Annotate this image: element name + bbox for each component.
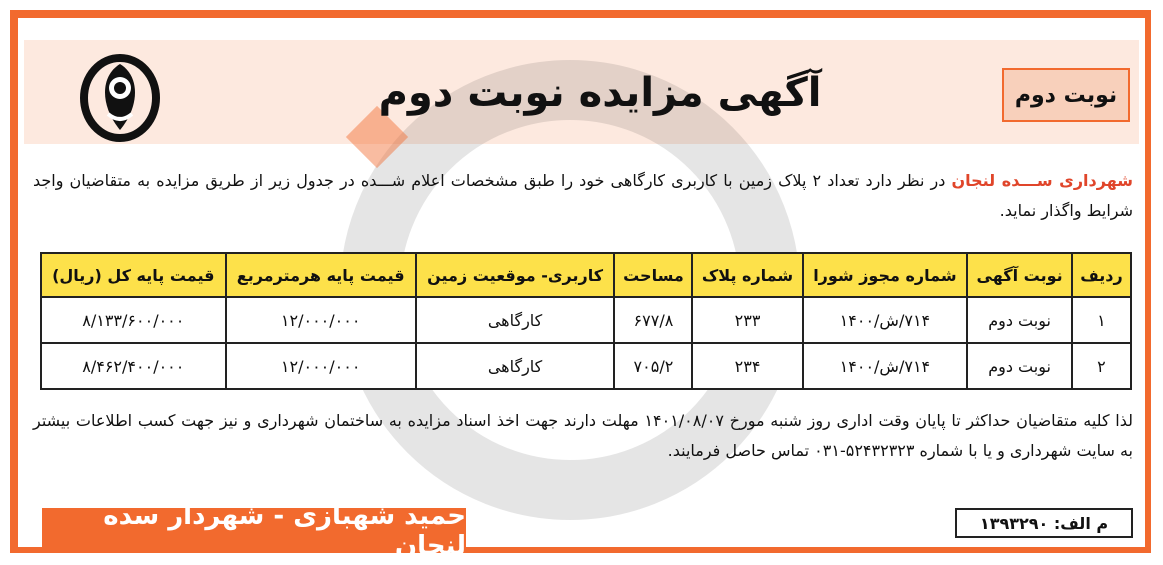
- table-header-row: [41, 253, 1131, 297]
- municipality-logo-icon: [70, 46, 170, 146]
- cell-land-use: کارگاهی: [416, 297, 615, 343]
- cell-plot-number: ۲۳۳: [692, 297, 802, 343]
- cell-total-price: ۸/۱۳۳/۶۰۰/۰۰۰: [41, 297, 226, 343]
- col-council-permit: شماره مجوز شورا: [803, 253, 968, 297]
- col-price-per-sqm: قیمت پایه هرمترمربع: [226, 253, 416, 297]
- table-row: [41, 297, 1131, 343]
- cell-council-permit: ۷۱۴/ش/۱۴۰۰: [803, 297, 968, 343]
- ad-code: م الف: ۱۳۹۳۲۹۰: [955, 508, 1133, 538]
- cell-total-price: ۸/۴۶۲/۴۰۰/۰۰۰: [41, 343, 226, 389]
- col-total-price: قیمت پایه کل (ریال): [41, 253, 226, 297]
- col-row-number: ردیف: [1072, 253, 1131, 297]
- cell-area: ۷۰۵/۲: [614, 343, 692, 389]
- deadline-notice: لذا کلیه متقاضیان حداکثر تا پایان وقت اداری روز شنبه مورخ ۱۴۰۱/۰۸/۰۷ مهلت دارند جهت اخذ اسناد مزایده به ساختمان شهرداری و نیز جهت کسب اطلاعات بیشتر به سایت شهرداری و یا با شماره ۵۲۴۳۲۳۲۳-۰۳۱ تماس حاصل فرمایند.: [33, 411, 1134, 460]
- col-plot-number: شماره پلاک: [692, 253, 802, 297]
- cell-plot-number: ۲۳۴: [692, 343, 802, 389]
- cell-price-per-sqm: ۱۲/۰۰۰/۰۰۰: [226, 297, 416, 343]
- mayor-signature: حمید شهبازی - شهردار سده لنجان: [42, 508, 466, 553]
- intro-text: در نظر دارد تعداد ۲ پلاک زمین با کاربری کارگاهی خود را طبق مشخصات اعلام شـــده در جدول زیر از طریق مزایده به متقاضیان واجد شرایط واگذار نماید.: [33, 171, 1133, 220]
- cell-notice-round: نوبت دوم: [967, 343, 1072, 389]
- col-land-use: کاربری- موقعیت زمین: [416, 253, 615, 297]
- organization-name: شهرداری ســـده لنجان: [951, 171, 1134, 190]
- table-row: [41, 343, 1131, 389]
- cell-council-permit: ۷۱۴/ش/۱۴۰۰: [803, 343, 968, 389]
- cell-notice-round: نوبت دوم: [967, 297, 1072, 343]
- cell-area: ۶۷۷/۸: [614, 297, 692, 343]
- page-title: آگهی مزایده نوبت دوم: [378, 70, 822, 116]
- cell-row-number: ۲: [1072, 343, 1131, 389]
- col-notice-round: نوبت آگهی: [967, 253, 1072, 297]
- cell-land-use: کارگاهی: [416, 343, 615, 389]
- auction-table: [40, 252, 1132, 390]
- intro-paragraph: [33, 166, 1133, 226]
- edition-badge: نوبت دوم: [1002, 68, 1130, 122]
- cell-price-per-sqm: ۱۲/۰۰۰/۰۰۰: [226, 343, 416, 389]
- cell-row-number: ۱: [1072, 297, 1131, 343]
- col-area: مساحت: [614, 253, 692, 297]
